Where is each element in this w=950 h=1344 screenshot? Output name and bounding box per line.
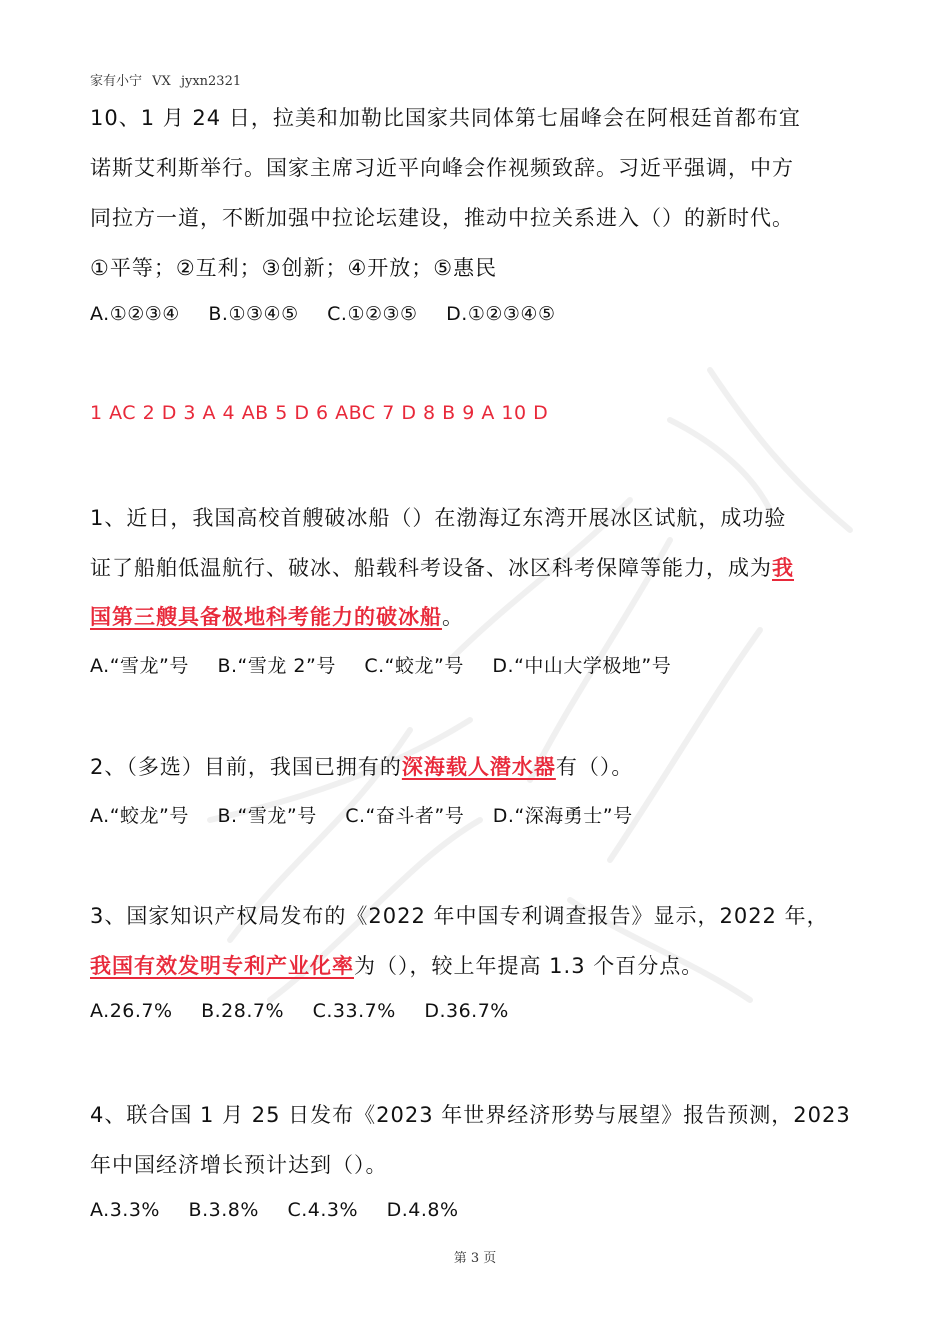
q3-line-2-text: 为（），较上年提高 1.3 个百分点。	[354, 954, 704, 978]
q1-line-3	[90, 601, 464, 631]
q1-highlight-start: 我	[772, 556, 794, 580]
q4-line-1: 4、联合国 1 月 25 日发布《2023 年世界经济形势与展望》报告预测，2023	[90, 1103, 851, 1127]
page-header	[90, 70, 247, 89]
q1-highlight-end: 国第三艘具备极地科考能力的破冰船	[90, 605, 442, 629]
q10-line-1: 10、1 月 24 日，拉美和加勒比国家共同体第七届峰会在阿根廷首都布宜	[90, 106, 801, 130]
q2-options	[90, 801, 655, 828]
answer-key: 1 AC 2 D 3 A 4 AB 5 D 6 ABC 7 D 8 B 9 A 10 D	[90, 402, 549, 424]
q3-options	[90, 1000, 531, 1022]
header-vx: VX	[152, 74, 171, 89]
q2-line-1	[90, 751, 633, 781]
q4-option-b: B.3.8%	[188, 1199, 259, 1221]
q10-line-2: 诺斯艾利斯举行。国家主席习近平向峰会作视频致辞。习近平强调，中方	[90, 156, 794, 180]
q4-option-c: C.4.3%	[287, 1199, 359, 1221]
q10-line-4: ①平等；②互利；③创新；④开放；⑤惠民	[90, 256, 498, 280]
q1-line-2-text: 证了船舶低温航行、破冰、船载科考设备、冰区科考保障等能力，成为	[90, 556, 772, 580]
header-id: jyxn2321	[180, 74, 242, 89]
q3-option-b: B.28.7%	[201, 1000, 285, 1022]
q10-option-c: C.①②③⑤	[327, 303, 418, 325]
q10-option-b: B.①③④⑤	[208, 303, 299, 325]
q3-option-a: A.26.7%	[90, 1000, 173, 1022]
q3-option-c: C.33.7%	[312, 1000, 396, 1022]
header-name: 家有小宁	[90, 74, 143, 89]
q2-option-d: D.“深海勇士”号	[492, 805, 633, 827]
q2-text-post: 有（）。	[555, 755, 634, 779]
q4-line-2: 年中国经济增长预计达到（）。	[90, 1153, 388, 1177]
q2-text-pre: 2、（多选）目前，我国已拥有的	[90, 755, 402, 779]
q3-line-2	[90, 950, 703, 980]
q10-option-d: D.①②③④⑤	[446, 303, 556, 325]
q2-option-b: B.“雪龙”号	[217, 805, 317, 827]
q1-option-b: B.“雪龙 2”号	[217, 655, 336, 677]
q3-line-1: 3、国家知识产权局发布的《2022 年中国专利调查报告》显示，2022 年，	[90, 904, 829, 928]
page-number: 第 3 页	[453, 1251, 497, 1266]
q2-highlight: 深海载人潜水器	[401, 755, 556, 779]
q4-options	[90, 1199, 481, 1221]
q1-option-d: D.“中山大学极地”号	[492, 655, 672, 677]
q1-options	[90, 651, 693, 678]
q4-option-d: D.4.8%	[386, 1199, 459, 1221]
q1-line-1: 1、近日，我国高校首艘破冰船（）在渤海辽东湾开展冰区试航，成功验	[90, 506, 787, 530]
q4-option-a: A.3.3%	[90, 1199, 160, 1221]
q10-line-3: 同拉方一道，不断加强中拉论坛建设，推动中拉关系进入（）的新时代。	[90, 206, 794, 230]
q3-option-d: D.36.7%	[424, 1000, 509, 1022]
q1-option-a: A.“雪龙”号	[90, 655, 189, 677]
q2-option-c: C.“奋斗者”号	[345, 805, 465, 827]
q3-highlight: 我国有效发明专利产业化率	[90, 954, 354, 978]
q1-line-3-text: 。	[442, 605, 464, 629]
q1-option-c: C.“蛟龙”号	[364, 655, 464, 677]
q10-options	[90, 303, 578, 325]
q10-option-a: A.①②③④	[90, 303, 180, 325]
q1-line-2	[90, 552, 794, 582]
q2-option-a: A.“蛟龙”号	[90, 805, 189, 827]
